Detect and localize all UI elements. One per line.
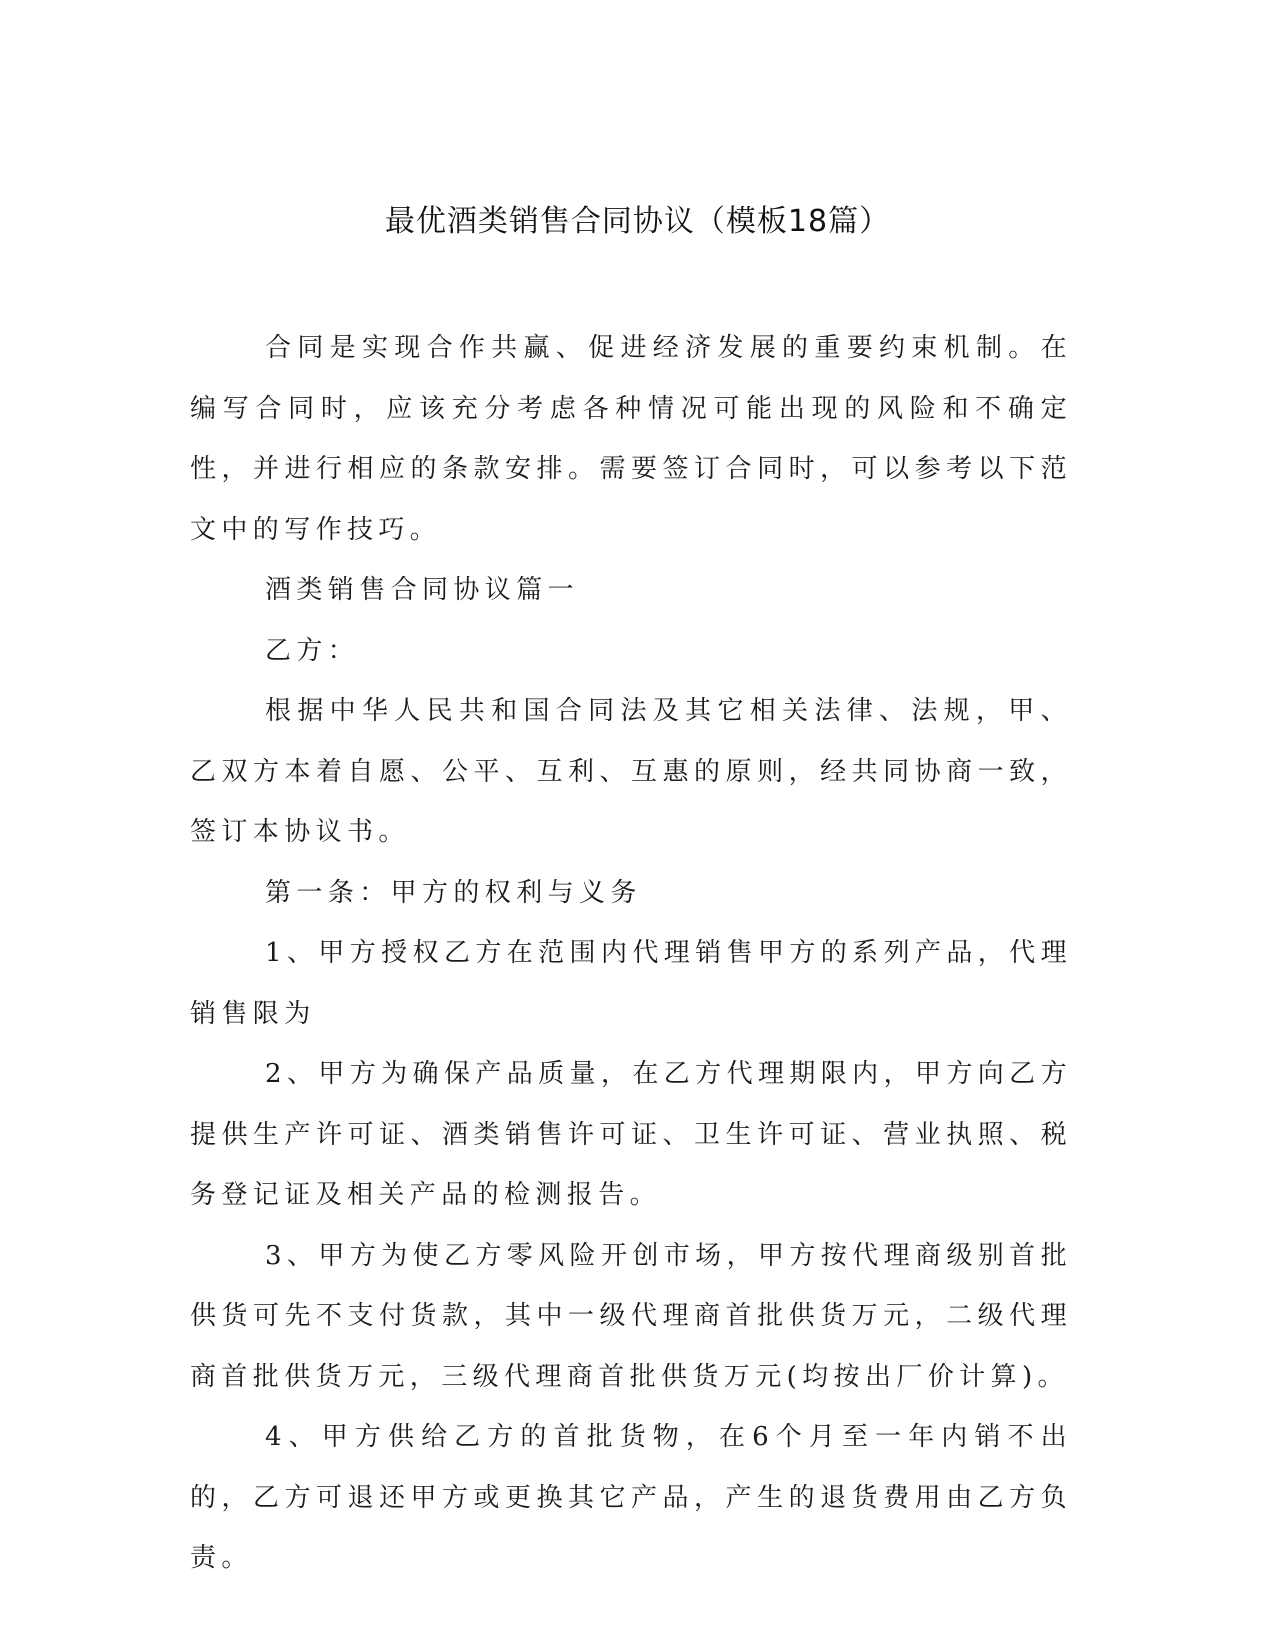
clause-2: 2、甲方为确保产品质量，在乙方代理期限内，甲方向乙方提供生产许可证、酒类销售许可证、卫生许可证、营业执照、税务登记证及相关产品的检测报告。 [190, 1059, 1072, 1210]
clause-4: 4、甲方供给乙方的首批货物，在6个月至一年内销不出的，乙方可退还甲方或更换其它产品，产生的退货费用由乙方负责。 [190, 1422, 1072, 1573]
document-body [190, 318, 1072, 1589]
clause-3: 3、甲方为使乙方零风险开创市场，甲方按代理商级别首批供货可先不支付货款，其中一级代理商首批供货万元，二级代理商首批供货万元，三级代理商首批供货万元(均按出厂价计算)。 [190, 1240, 1072, 1392]
party-b-label: 乙方： [265, 635, 360, 666]
preamble-paragraph: 根据中华人民共和国合同法及其它相关法律、法规，甲、乙双方本着自愿、公平、互利、互惠的原则，经共同协商一致，签订本协议书。 [190, 696, 1072, 847]
article-heading: 第一条：甲方的权利与义务 [265, 877, 642, 908]
document-title: 最优酒类销售合同协议（模板18篇） [384, 204, 891, 239]
section-heading: 酒类销售合同协议篇一 [265, 575, 580, 605]
intro-paragraph: 合同是实现合作共赢、促进经济发展的重要约束机制。在编写合同时，应该充分考虑各种情况可能出现的风险和不确定性，并进行相应的条款安排。需要签订合同时，可以参考以下范文中的写作技巧。 [190, 333, 1072, 545]
clause-1: 1、甲方授权乙方在范围内代理销售甲方的系列产品，代理销售限为 [190, 938, 1072, 1029]
